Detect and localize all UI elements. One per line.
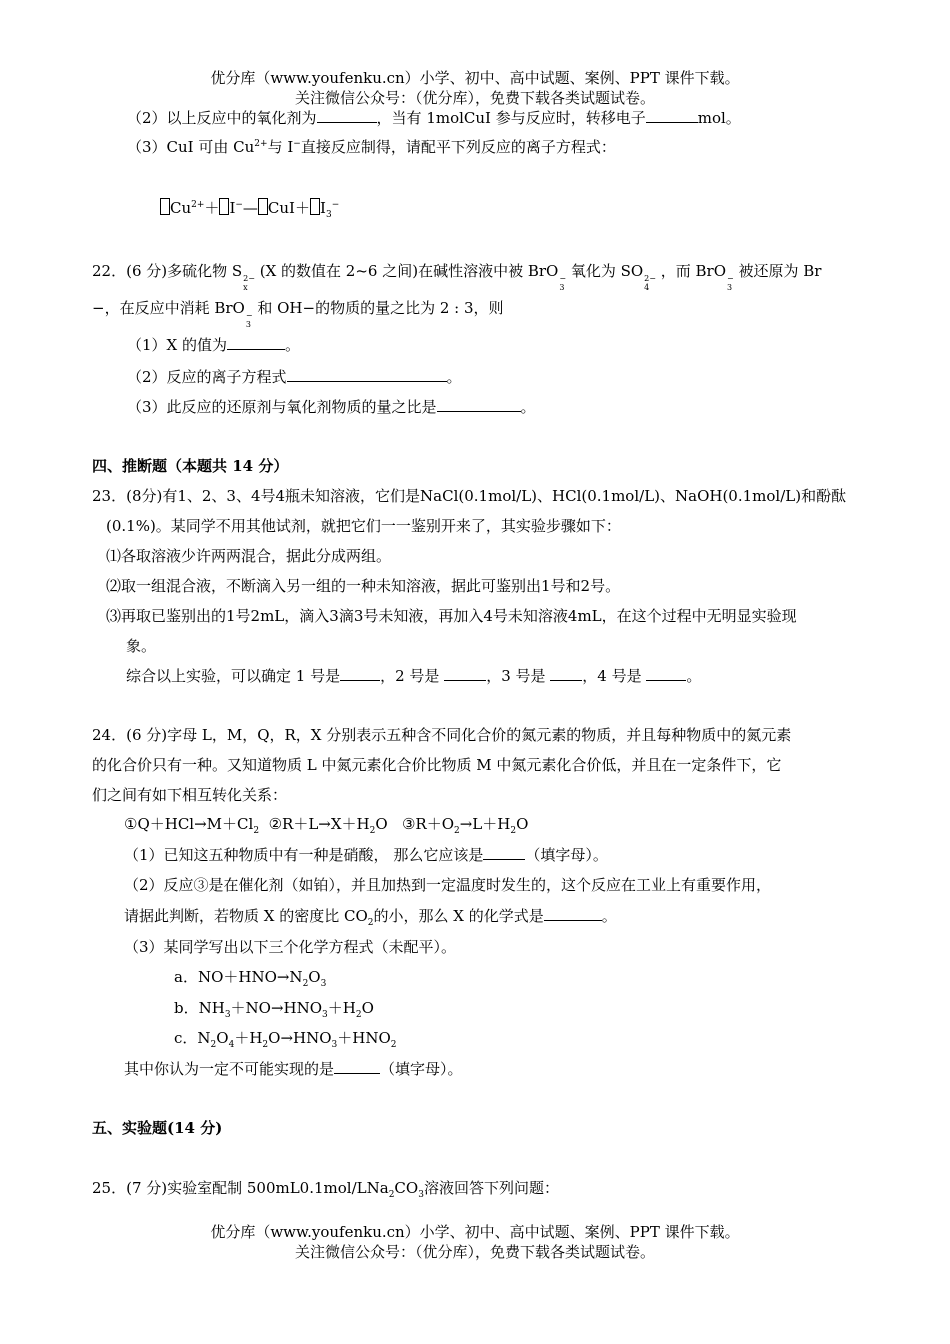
coefficient-box[interactable] bbox=[258, 198, 268, 215]
q24-option-a: a．$NO+HNO\to N_2O_3$ bbox=[174, 968, 327, 989]
answer-blank[interactable] bbox=[444, 666, 486, 681]
q23-step-2: ⑵取一组混合液，不断滴入另一组的一种未知溶液，据此可鉴别出1号和2号。 bbox=[106, 577, 621, 595]
section-4-title: 四、推断题（本题共 14 分） bbox=[92, 457, 289, 475]
answer-blank[interactable] bbox=[340, 666, 380, 681]
q24-sub-2: （2）反应③是在催化剂（如铂），并且加热到一定温度时发生的，这个反应在工业上有重要作用， bbox=[124, 876, 772, 894]
q23-line-1: 23．(8分)有1、2、3、4号4瓶未知溶液，它们是NaCl(0.1mol/L)、HCl(0.1mol/L)、NaOH(0.1mol/L)和酚酞 bbox=[92, 487, 847, 505]
q23-line-2: (0.1%)。某同学不用其他试剂，就把它们一一鉴别开来了，其实验步骤如下： bbox=[106, 517, 621, 535]
answer-blank[interactable] bbox=[317, 108, 377, 123]
answer-blank[interactable] bbox=[646, 108, 698, 123]
q21-ionic-equation: $Cu^{2+}+$ I−— $CuI+ I_3^-$ bbox=[160, 198, 339, 217]
q24-option-b: b．$NH_3+NO\to HNO_3+H_2O$ bbox=[174, 999, 374, 1020]
q22-sub-3: （3）此反应的还原剂与氧化剂物质的量之比是 。 bbox=[127, 398, 536, 416]
q24-line-1: 24．(6 分)字母 L，M，Q，R，X 分别表示五种含不同化合价的氮元素的物质，并且每种物质中的氮元素 bbox=[92, 726, 792, 744]
q21-part3: （3）CuI 可由 $Cu^{2+}$与 I−直接反应制得，请配平下列反应的离子方程式： bbox=[127, 138, 616, 156]
q24-conclusion: 其中你认为一定不可能实现的是 （填字母）。 bbox=[124, 1060, 463, 1078]
footer-line-1: 优分库（www.youfenku.cn）小学、初中、高中试题、案例、PPT 课件下载。 bbox=[210, 1223, 740, 1241]
header-line-1: 优分库（www.youfenku.cn）小学、初中、高中试题、案例、PPT 课件下载。 bbox=[210, 69, 740, 87]
coefficient-box[interactable] bbox=[219, 198, 229, 215]
answer-blank[interactable] bbox=[227, 335, 285, 350]
answer-blank[interactable] bbox=[483, 845, 525, 860]
q24-sub-1: （1）已知这五种物质中有一种是硝酸， 那么它应该是 （填字母）。 bbox=[124, 846, 608, 864]
q22-stem-line-1: 22．(6 分)多硫化物 S 2− x (X 的数值在 2~6 之间)在碱性溶液中被 BrO − 3 氧化为 SO 2− 4 ，而 BrO − 3 被还原为 Br bbox=[92, 262, 822, 292]
answer-blank[interactable] bbox=[437, 397, 521, 412]
q24-option-c: c．$N_2O_4+H_2O\to HNO_3+HNO_2$ bbox=[174, 1029, 397, 1050]
q22-stem-line-2: −，在反应中消耗 BrO − 3 和 OH−的物质的量之比为 2 : 3，则 bbox=[92, 299, 504, 329]
answer-blank[interactable] bbox=[550, 666, 582, 681]
q23-conclusion: 综合以上实验，可以确定 1 号是 ，2 号是 ，3 号是 ，4 号是 。 bbox=[126, 667, 702, 685]
answer-blank[interactable] bbox=[287, 367, 447, 382]
q24-line-3: 们之间有如下相互转化关系： bbox=[92, 786, 288, 804]
header-line-2: 关注微信公众号：（优分库），免费下载各类试题试卷。 bbox=[294, 89, 655, 107]
q24-sub-2-cont: 请据此判断，若物质 X 的密度比 $CO_2$的小，那么 X 的化学式是 。 bbox=[124, 907, 617, 928]
coefficient-box[interactable] bbox=[160, 198, 170, 215]
q22-sub-2: （2）反应的离子方程式 。 bbox=[127, 368, 462, 386]
q23-step-3-cont: 象。 bbox=[126, 637, 157, 655]
coefficient-box[interactable] bbox=[310, 198, 320, 215]
section-5-title: 五、实验题(14 分) bbox=[92, 1119, 223, 1137]
q24-line-2: 的化合价只有一种。又知道物质 L 中氮元素化合价比物质 M 中氮元素化合价低，并且在一定条件下，它 bbox=[92, 756, 782, 774]
q25-stem: 25．(7 分)实验室配制 $500mL0.1mol/LNa_2CO_3$溶液回答下列问题： bbox=[92, 1179, 559, 1200]
q23-step-1: ⑴各取溶液少许两两混合，据此分成两组。 bbox=[106, 547, 392, 565]
answer-blank[interactable] bbox=[334, 1059, 380, 1074]
answer-blank[interactable] bbox=[544, 906, 602, 921]
q24-reactions: $①Q+HCl\to M+Cl_2$ $②R+L\to X+H_2O$ $③R+O_2\to L+H_2O$ bbox=[124, 815, 529, 836]
q24-sub-3: （3）某同学写出以下三个化学方程式（未配平）。 bbox=[124, 938, 457, 956]
footer-line-2: 关注微信公众号：（优分库），免费下载各类试题试卷。 bbox=[294, 1243, 655, 1261]
q22-sub-1: （1）X 的值为 。 bbox=[127, 336, 301, 354]
q23-step-3: ⑶再取已鉴别出的1号2mL，滴入3滴3号未知液，再加入4号未知溶液4mL，在这个过程中无明显实验现 bbox=[106, 607, 797, 625]
answer-blank[interactable] bbox=[646, 666, 686, 681]
q21-part2: （2）以上反应中的氧化剂为 ，当有 1molCuI 参与反应时，转移电子 mol。 bbox=[127, 109, 741, 127]
